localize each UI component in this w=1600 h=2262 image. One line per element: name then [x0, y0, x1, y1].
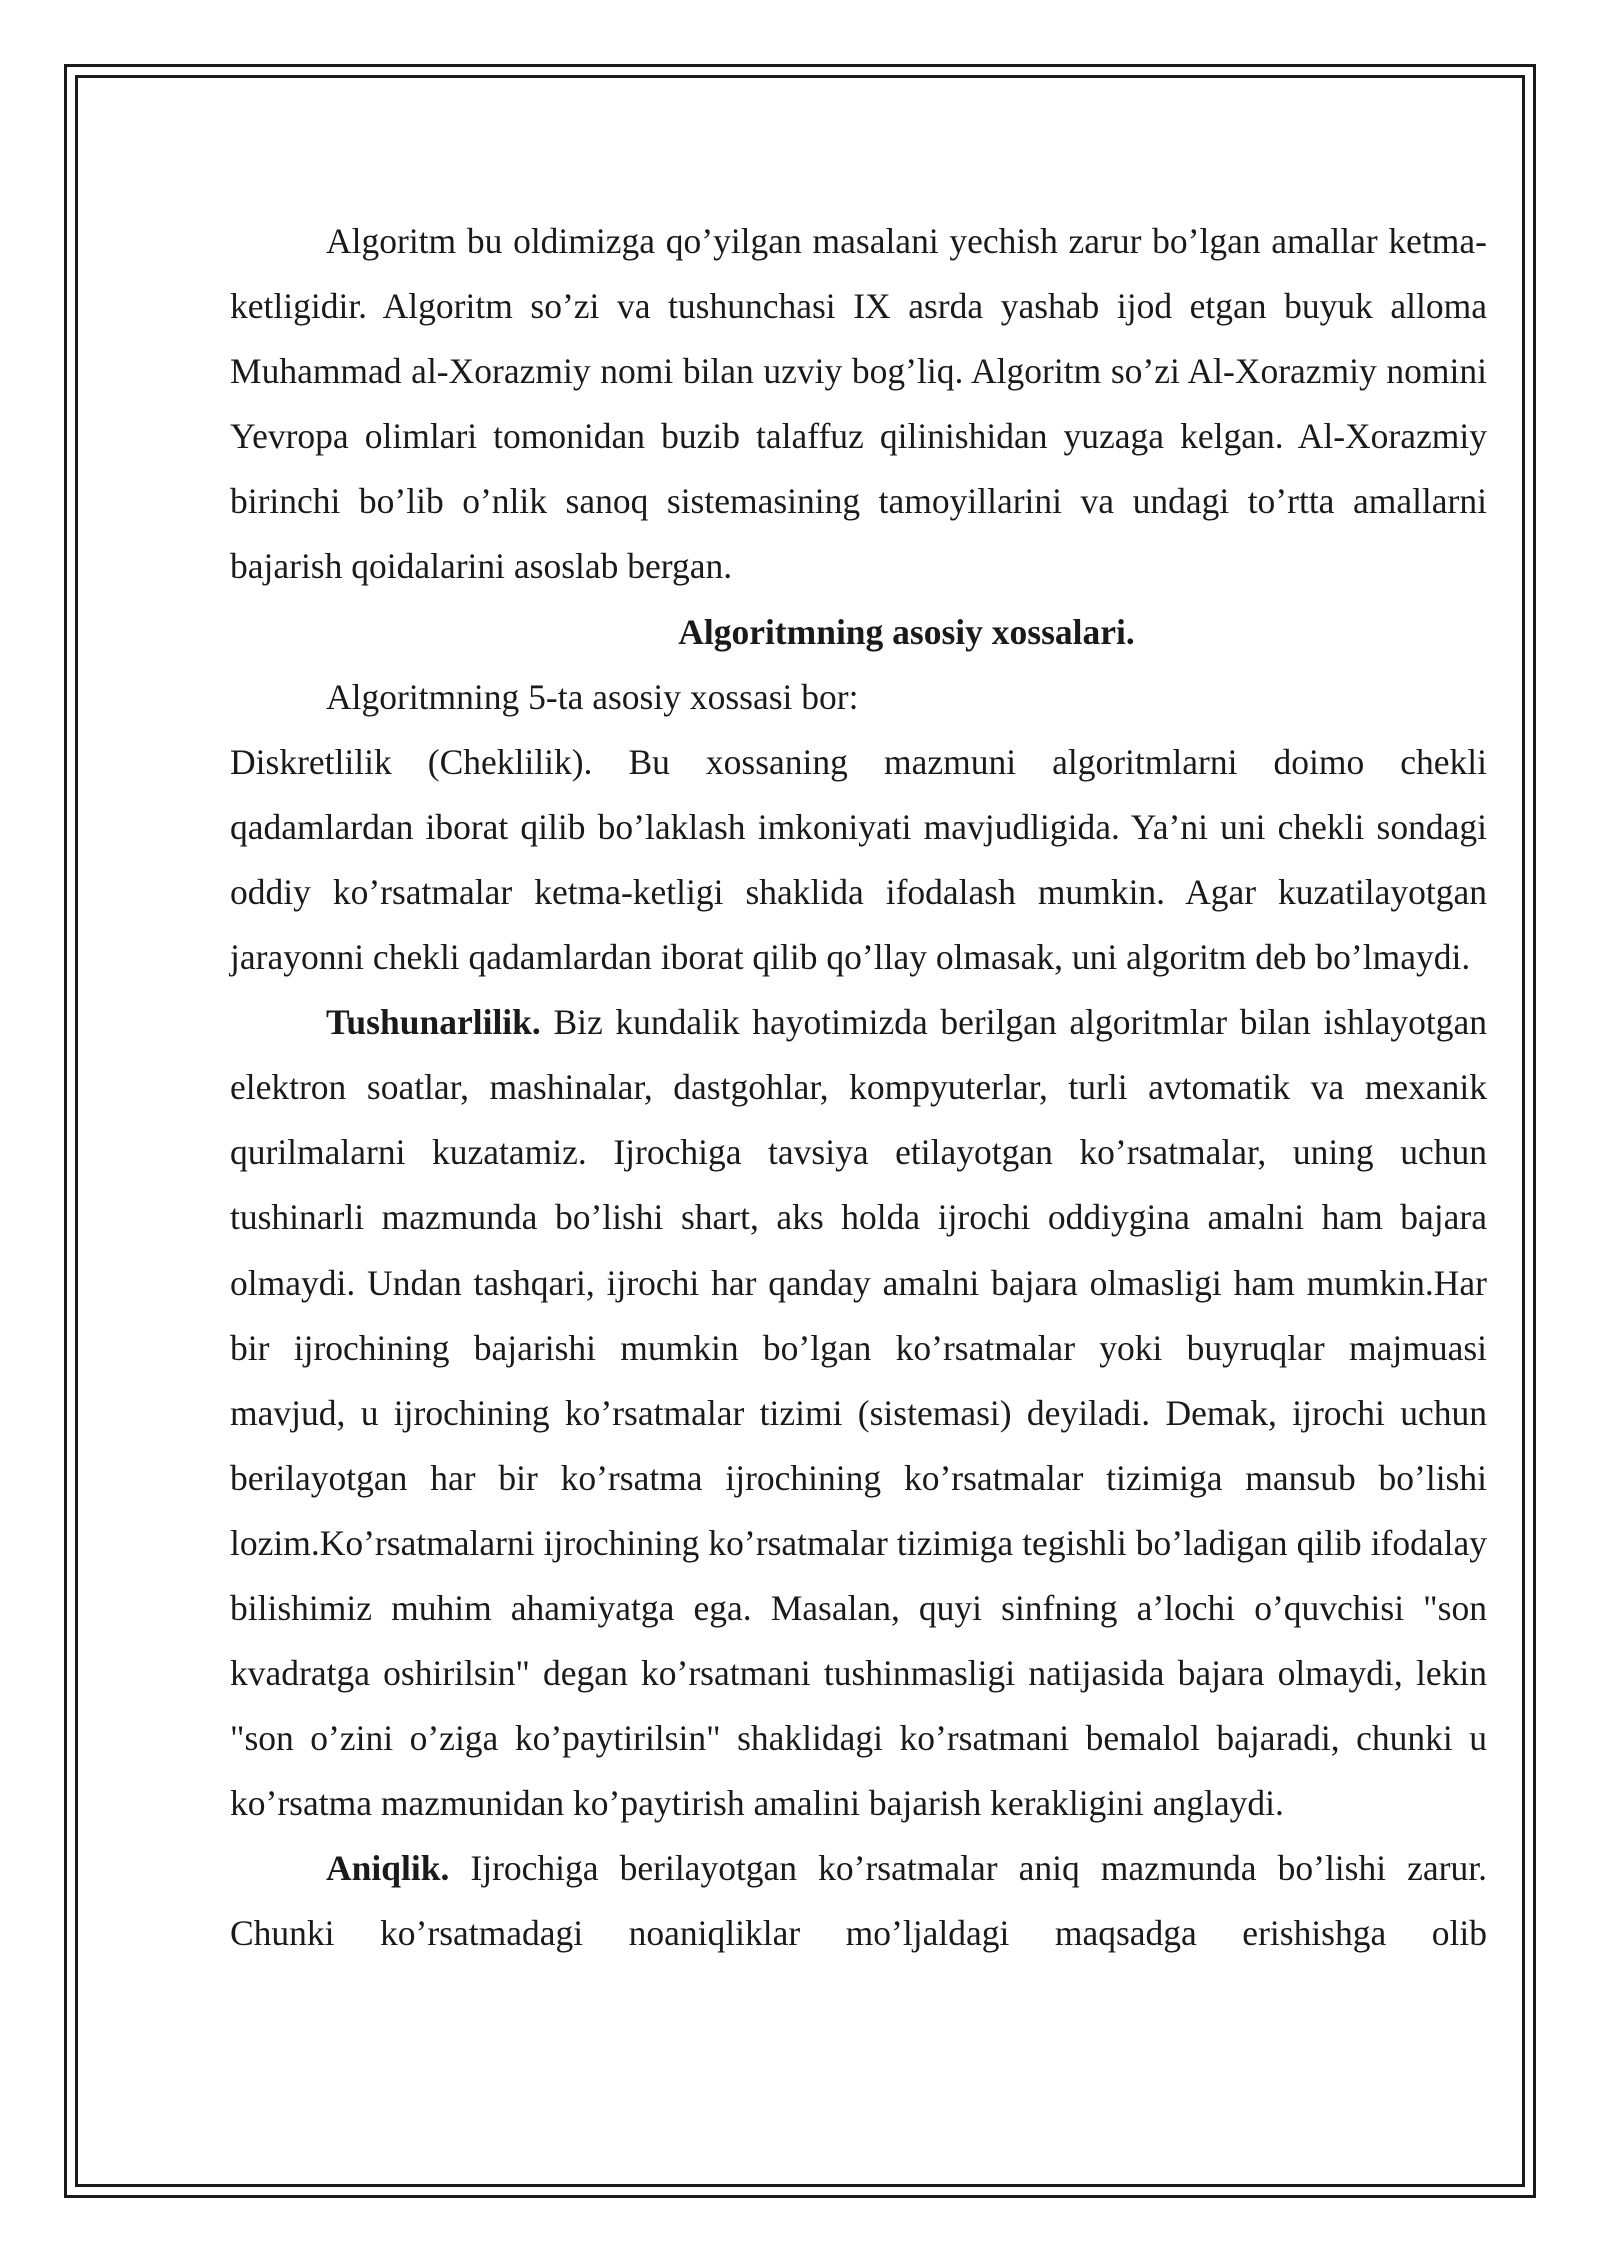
- term-precision: Aniqlik.: [326, 1848, 450, 1889]
- paragraph-understandability: [230, 990, 1487, 1836]
- understandability-text: Biz kundalik hayotimizda berilgan algoritmlar bilan ishlayotgan elektron soatlar, mashinalar, dastgohlar, kompyuterlar, turli avtomatik va mexanik qurilmalarni kuzatamiz. Ijrochiga tavsiya etilayotgan ko’rsatmalar, uning uchun tushinarli mazmunda bo’lishi shart, aks holda ijrochi oddiygina amalni ham bajara olmaydi. Undan tashqari, ijrochi har qanday amalni bajara olmasligi ham mumkin.Har bir ijrochining bajarishi mumkin bo’lgan ko’rsatmalar yoki buyruqlar majmuasi mavjud, u ijrochining ko’rsatmalar tizimi (sistemasi) deyiladi. Demak, ijrochi uchun berilayotgan har bir ko’rsatma ijrochining ko’rsatmalar tizimiga mansub bo’lishi lozim.Ko’rsatmalarni ijrochining ko’rsatmalar tizimiga tegishli bo’ladigan qilib ifodalay bilishimiz muhim ahamiyatga ega. Masalan, quyi sinfning a’lochi o’quvchisi "son kvadratga oshirilsin" degan ko’rsatmani tushinmasligi natijasida bajara olmaydi, lekin "son o’zini o’ziga ko’paytirilsin" shaklidagi ko’rsatmani bemalol bajaradi, chunki u ko’rsatma mazmunidan ko’paytirish amalini bajarish kerakligini anglaydi.: [230, 1002, 1487, 1824]
- paragraph-properties-intro: Algoritmning 5-ta asosiy xossasi bor:: [326, 676, 859, 717]
- paragraph-discreteness: Diskretlilik (Cheklilik). Bu xossaning mazmuni algoritmlarni doimo chekli qadamlardan iborat qilib bo’laklash imkoniyati mavjudligida. Ya’ni uni chekli sondagi oddiy ko’rsatmalar ketma-ketligi shaklida ifodalash mumkin. Agar kuzatilayotgan jarayonni chekli qadamlardan iborat qilib qo’llay olmasak, uni algoritm deb bo’lmaydi.: [230, 741, 1487, 978]
- term-understandability: Tushunarlilik.: [326, 1002, 541, 1043]
- document-body: [230, 209, 1487, 1967]
- paragraph-algorithm-definition: Algoritm bu oldimizga qo’yilgan masalani yechish zarur bo’lgan amallar ketma-ketligidir. Algoritm so’zi va tushunchasi IX asrda yashab ijod etgan buyuk alloma Muhammad al-Xorazmiy nomi bilan uzviy bog’liq. Algoritm so’zi Al-Xorazmiy nomini Yevropa olimlari tomonidan buzib talaffuz qilinishidan yuzaga kelgan. Al-Xorazmiy birinchi bo’lib o’nlik sanoq sistemasining tamoyillarini va undagi to’rtta amallarni bajarish qoidalarini asoslab bergan.: [230, 221, 1487, 587]
- paragraph-precision: [230, 1836, 1487, 1966]
- precision-text: Ijrochiga berilayotgan ko’rsatmalar aniq mazmunda bo’lishi zarur. Chunki ko’rsatmadagi noaniqliklar mo’ljaldagi maqsadga erishishga olib: [230, 1848, 1487, 1954]
- section-heading: Algoritmning asosiy xossalari.: [678, 611, 1135, 652]
